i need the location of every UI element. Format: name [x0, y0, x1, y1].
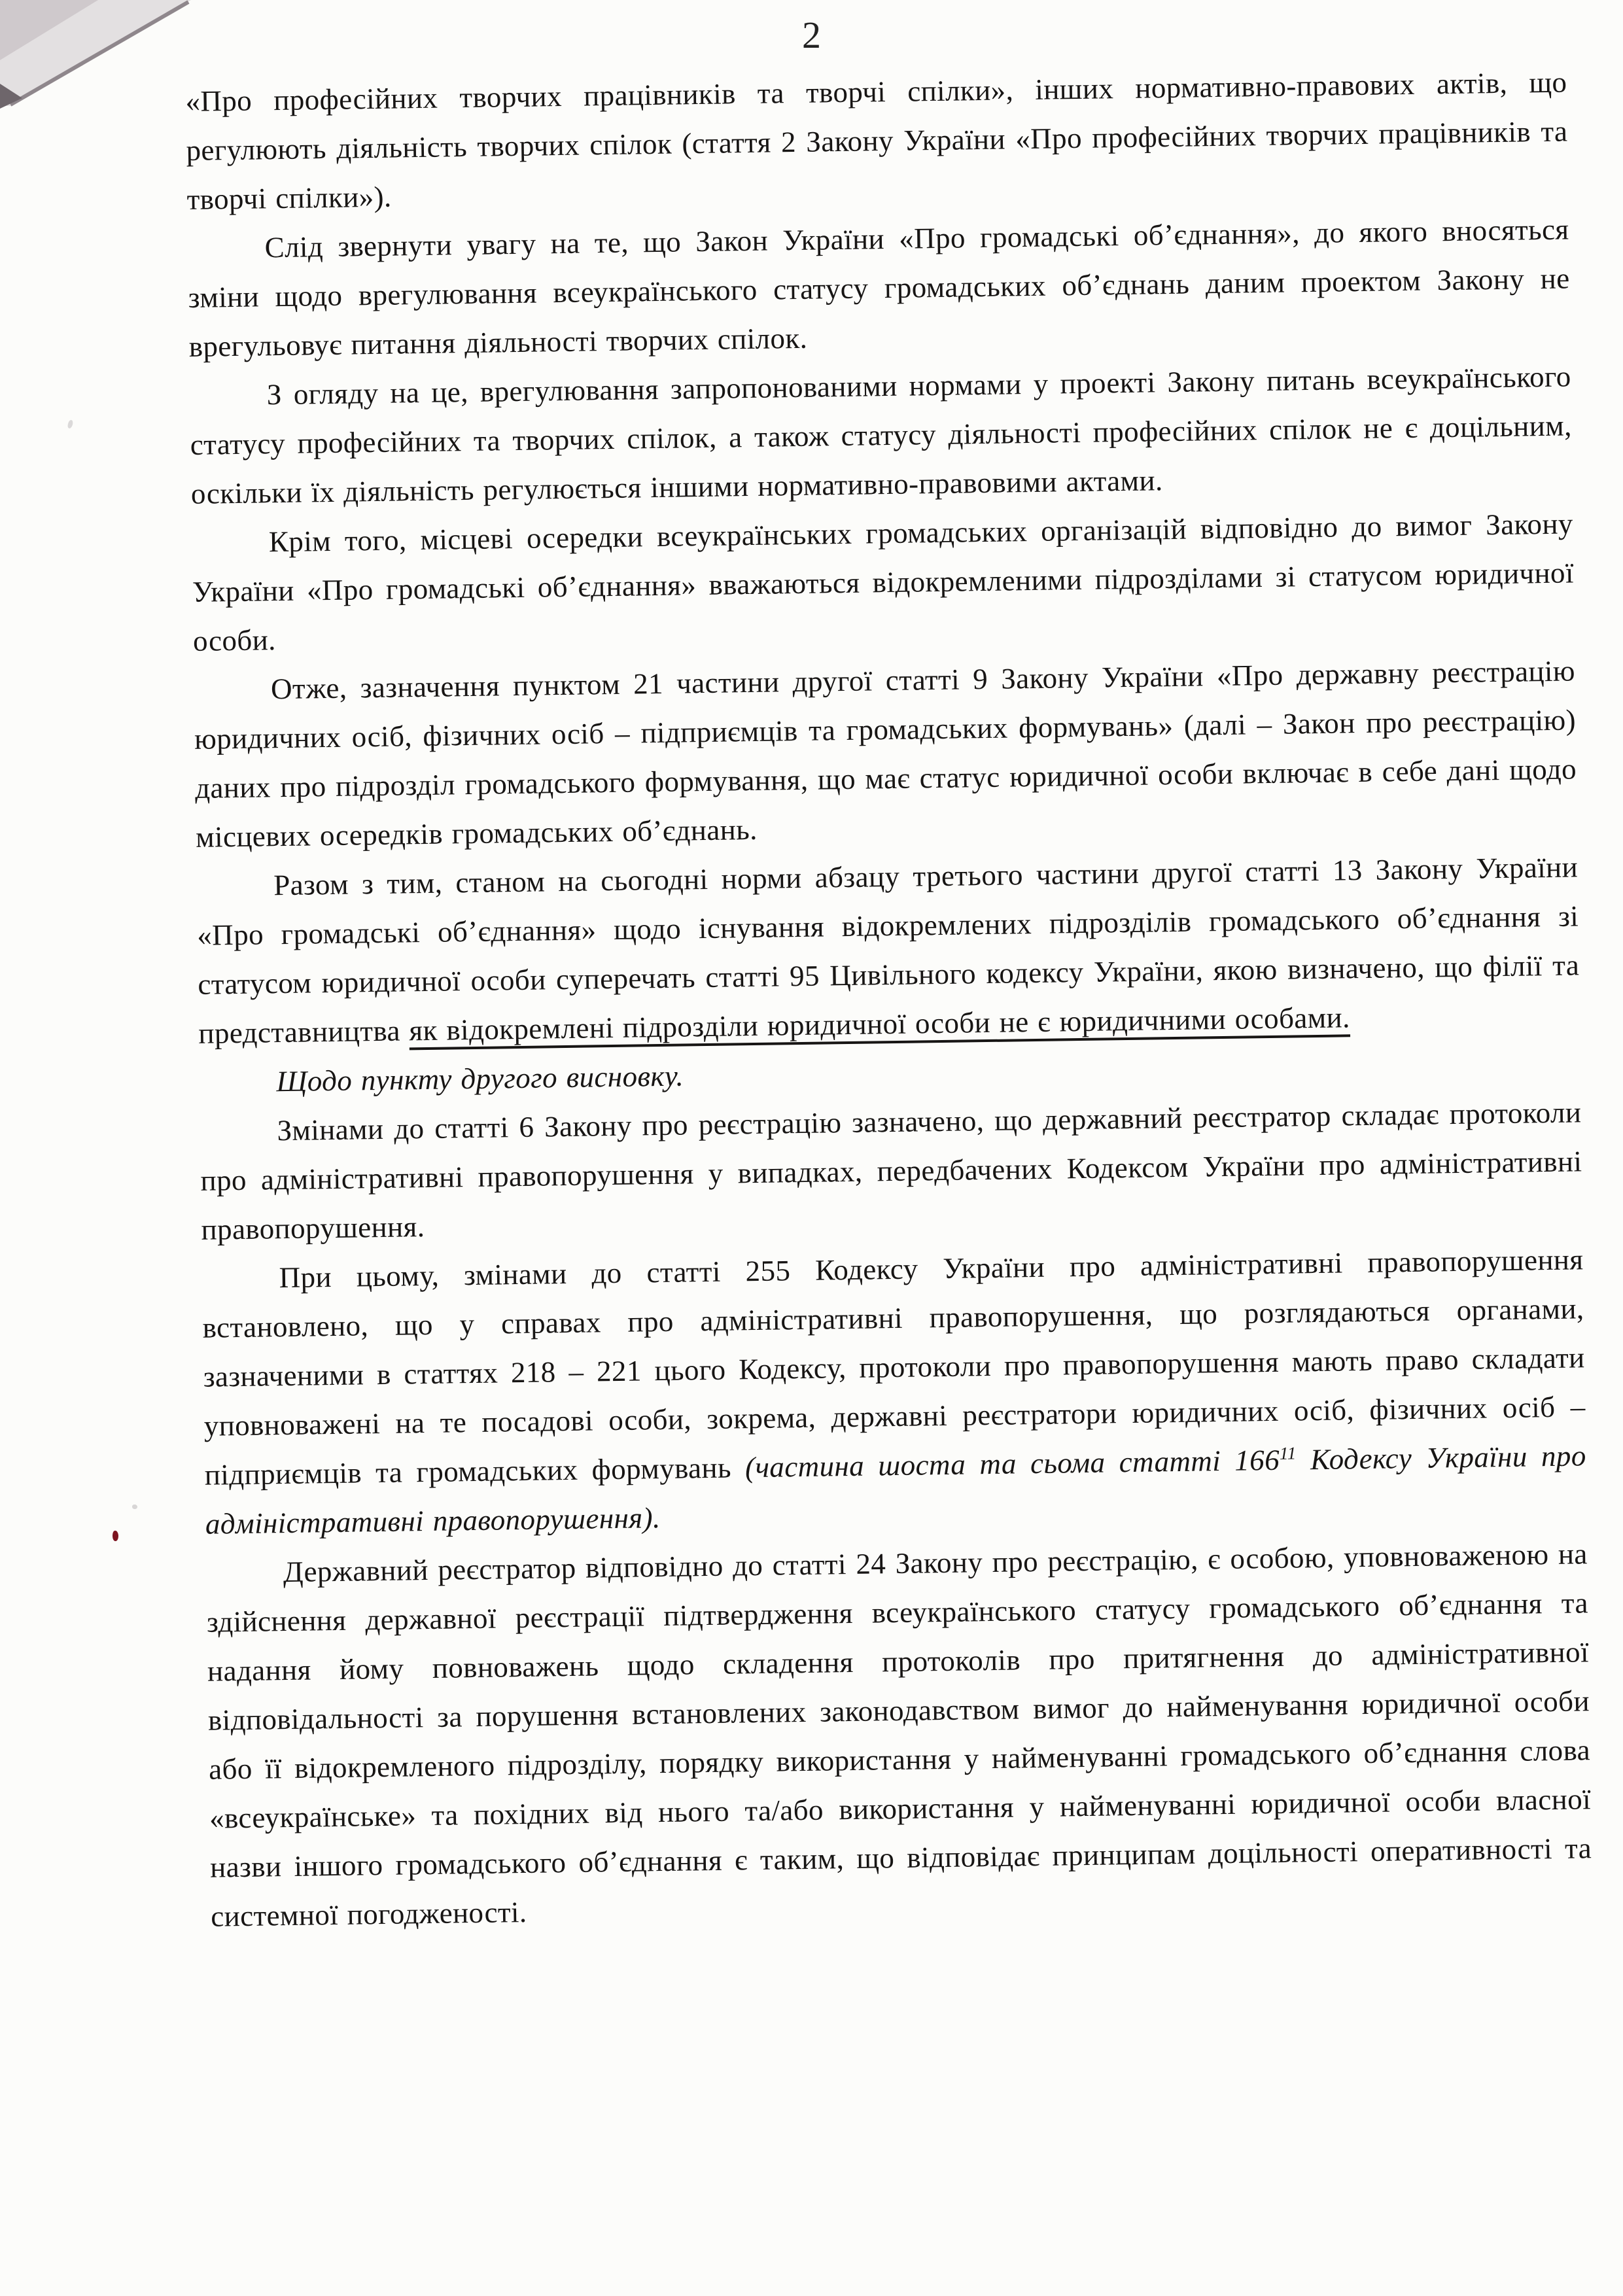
paragraph: Разом з тим, станом на сьогодні норми абзацу третього частини другої статті 13 Закону України «Про громадські об’єднання» щодо існування відокремлених підрозділів громадського об’єднання зі статусом юридичної особи суперечать статті 95 Цивільного кодексу України, якою визначено, що філії та представництва як відокремлені підрозділи юридичної особи не є юридичними особами.: [196, 850, 1580, 1050]
paragraph: «Про професійних творчих працівників та творчі спілки», інших нормативно-правових актів, що регулюють діяльність творчих спілок (стаття 2 Закону України «Про професійних творчих працівників та творчі спілки»).: [185, 65, 1568, 216]
page-number: 2: [802, 14, 821, 56]
paragraph: Державний реєстратор відповідно до статті 24 Закону про реєстрацію, є особою, уповноваженою на здійснення державної реєстрації підтвердження всеукраїнського статусу громадського об’єднання та надання йому повноважень щодо складення протоколів про притягнення до адміністративної відповідальності за порушення встановлених законодавством вимог до найменування юридичної особи або її відокремленого підрозділу, порядку використання у найменуванні громадського об’єднання слова «всеукраїнське» та похідних від нього та/або використання у найменуванні юридичної особи власної назви іншого громадського об’єднання є таким, що відповідає принципам доцільності оперативності та системної погодженості.: [206, 1537, 1592, 1933]
scan-speck: [132, 1505, 137, 1509]
paragraph: При цьому, змінами до статті 255 Кодексу України про адміністративні правопорушення встановлено, що у справах про адміністративні правопорушення, що розглядаються органами, зазначеними в статтях 218 – 221 цього Кодексу, протоколи про правопорушення мають право складати уповноважені на те посадові особи, зокрема, державні реєстратори юридичних осіб, фізичних осіб – підприємців та громадських формувань (частина шоста та сьома статті $166^{11}$ Кодексу України про адміністративні правопорушення).: [202, 1243, 1586, 1540]
scan-speck: [67, 419, 74, 429]
paragraph: Крім того, місцеві осередки всеукраїнських громадських організацій відповідно до вимог Закону України «Про громадські об’єднання» вважаються відокремленими підрозділами зі статусом юридичної особи.: [192, 507, 1575, 657]
paragraph: Слід звернути увагу на те, що Закон України «Про громадські об’єднання», до якого вносяться зміни щодо врегулювання всеукраїнського статусу громадських об’єднань даним проектом Закону не врегульовує питання діяльності творчих спілок.: [188, 213, 1570, 363]
paragraph: З огляду на це, врегулювання запропонованими нормами у проекті Закону питань всеукраїнського статусу професійних та творчих спілок, а також статусу діяльності професійних спілок не є доцільним, оскільки їх діяльність регулюється іншими нормативно-правовими актами.: [190, 360, 1572, 510]
paragraph: Щодо пункту другого висновку.: [276, 1059, 684, 1098]
ink-speck: [113, 1531, 118, 1541]
document-body: [185, 58, 1593, 1941]
paragraph: Отже, зазначення пунктом 21 частини другої статті 9 Закону України «Про державну реєстрацію юридичних осіб, фізичних осіб – підприємців та громадських формувань» (далі – Закон про реєстрацію) даних про підрозділ громадського формування, що має статус юридичної особи включає в себе дані щодо місцевих осередків громадських об’єднань.: [194, 654, 1577, 854]
paragraph: Змінами до статті 6 Закону про реєстрацію зазначено, що державний реєстратор складає протоколи про адміністративні правопорушення у випадках, передбачених Кодексом України про адміністративні правопорушення.: [200, 1096, 1582, 1246]
